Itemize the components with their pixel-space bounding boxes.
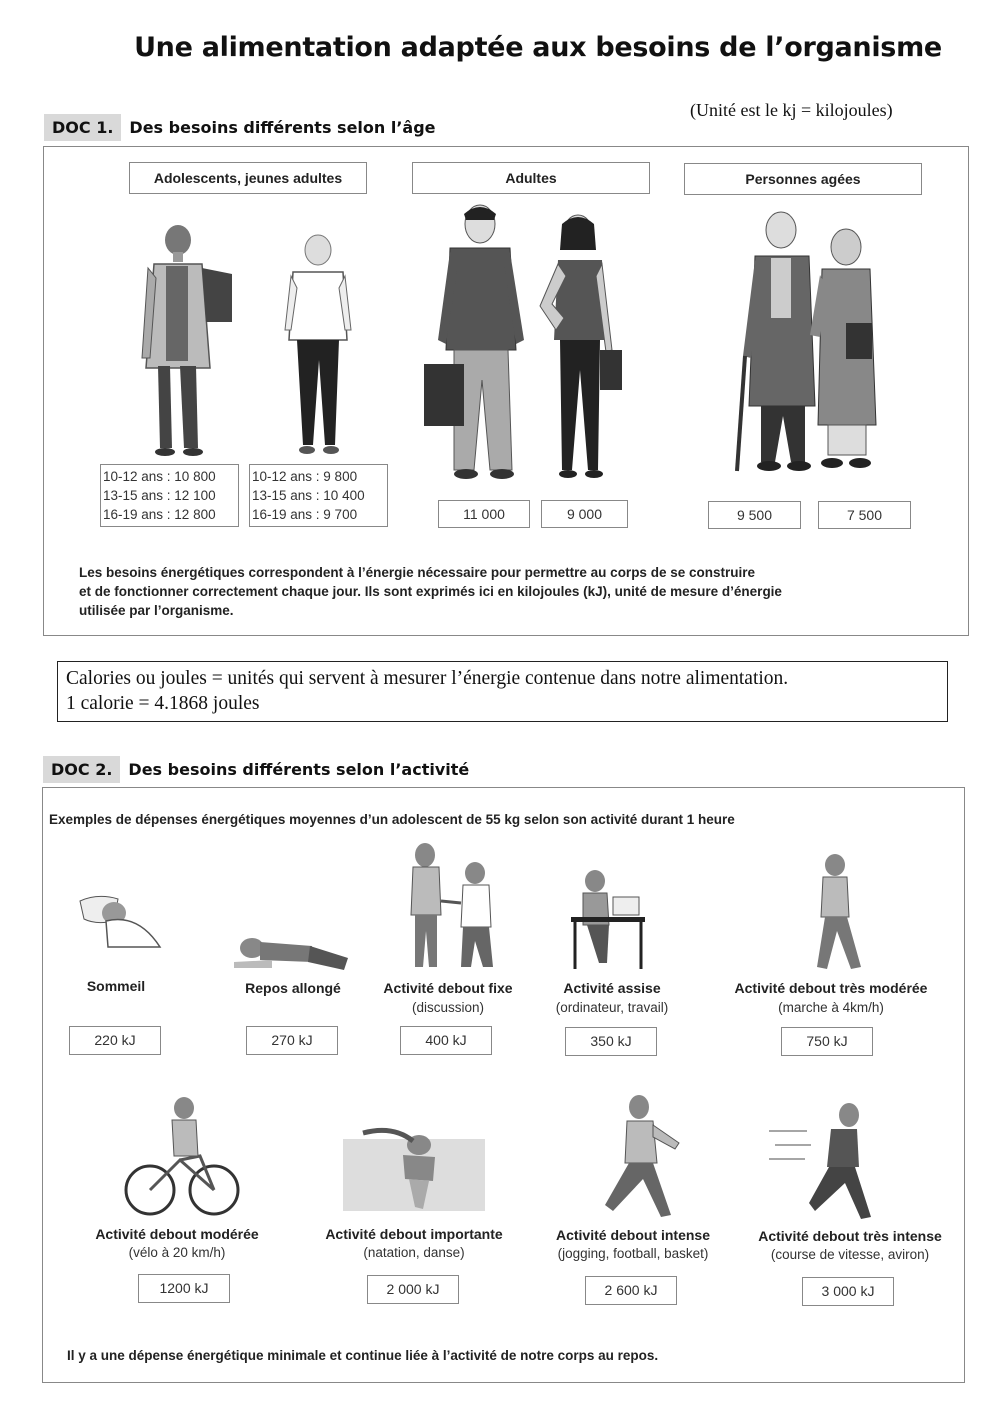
activity-label-1: Sommeil — [86, 978, 146, 994]
sitting-computer-illustration — [569, 867, 647, 971]
swimming-illustration — [343, 1121, 485, 1213]
activity-label-9: Activité debout très intense — [758, 1228, 942, 1244]
doc1-subtitle: Des besoins différents selon l’âge — [129, 118, 436, 137]
activity-label-5: Activité debout très modérée — [734, 980, 928, 996]
activity-sub-3: (discussion) — [411, 1000, 485, 1015]
doc1-note — [79, 563, 959, 620]
activity-sub-4: (ordinateur, travail) — [555, 1000, 669, 1015]
doc2-tag: DOC 2. — [43, 756, 120, 783]
teen-boy-illustration — [140, 218, 240, 463]
adult-woman-need: 9 000 — [541, 500, 628, 528]
activity-sub-7: (natation, danse) — [363, 1245, 465, 1260]
activity-value-2: 270 kJ — [246, 1026, 338, 1055]
walking-illustration — [805, 853, 869, 971]
doc1-note-line-3: utilisée par l’organisme. — [79, 603, 234, 618]
doc2-footer: Il y a une dépense énergétique minimale et continue liée à l’activité de notre corps au repos. — [67, 1348, 659, 1363]
teen-girl-need-2: 13-15 ans : 10 400 — [252, 488, 365, 503]
activity-sub-5: (marche à 4km/h) — [778, 1000, 884, 1015]
activity-label-6: Activité debout modérée — [95, 1226, 259, 1242]
teen-boy-need-3: 16-19 ans : 12 800 — [103, 507, 216, 522]
adult-woman-illustration — [536, 210, 626, 485]
activity-label-2: Repos allongé — [245, 980, 341, 996]
group-label-elderly: Personnes agées — [684, 163, 922, 195]
adult-man-illustration — [420, 200, 530, 485]
activity-sub-8: (jogging, football, basket) — [557, 1246, 709, 1261]
elder-woman-illustration — [806, 225, 886, 475]
elder-woman-need: 7 500 — [818, 501, 911, 529]
sprinting-illustration — [767, 1101, 877, 1221]
adult-man-need: 11 000 — [438, 500, 530, 528]
activity-value-9: 3 000 kJ — [802, 1277, 894, 1306]
activity-value-7: 2 000 kJ — [367, 1275, 459, 1304]
sleep-illustration — [78, 893, 162, 949]
doc2-header — [43, 756, 469, 783]
activity-value-5: 750 kJ — [781, 1027, 873, 1056]
activity-label-8: Activité debout intense — [555, 1227, 711, 1243]
calorie-definition-box — [57, 661, 948, 722]
activity-label-7: Activité debout importante — [325, 1226, 503, 1242]
teen-boy-need-1: 10-12 ans : 10 800 — [103, 469, 216, 484]
activity-value-4: 350 kJ — [565, 1027, 657, 1056]
doc1-note-line-2: et de fonctionner correctement chaque jour. Ils sont exprimés ici en kilojoules (kJ), unité de mesure d’énergie — [79, 584, 782, 599]
standing-talk-illustration — [405, 841, 497, 971]
activity-sub-6: (vélo à 20 km/h) — [128, 1245, 226, 1260]
calorie-definition-line-2: 1 calorie = 4.1868 joules — [66, 693, 260, 714]
activity-sub-9: (course de vitesse, aviron) — [770, 1247, 930, 1262]
elder-man-need: 9 500 — [708, 501, 801, 529]
group-label-teens: Adolescents, jeunes adultes — [129, 162, 367, 194]
teen-girl-need-1: 10-12 ans : 9 800 — [252, 469, 358, 484]
activity-value-3: 400 kJ — [400, 1026, 492, 1055]
group-label-adults: Adultes — [412, 162, 650, 194]
unit-note: (Unité est le kj = kilojoules) — [690, 100, 893, 120]
teen-girl-illustration — [283, 230, 353, 460]
lying-rest-illustration — [232, 928, 350, 972]
activity-value-6: 1200 kJ — [138, 1274, 230, 1303]
jogging-illustration — [595, 1093, 685, 1221]
doc1-tag: DOC 1. — [44, 114, 121, 141]
cycling-illustration — [124, 1094, 240, 1218]
teen-girl-need-3: 16-19 ans : 9 700 — [252, 507, 358, 522]
calorie-definition-line-1: Calories ou joules = unités qui servent à mesurer l’énergie contenue dans notre alimentation. — [66, 668, 789, 689]
activity-label-4: Activité assise — [563, 980, 661, 996]
doc2-intro: Exemples de dépenses énergétiques moyennes d’un adolescent de 55 kg selon son activité durant 1 heure — [49, 812, 735, 827]
activity-label-3: Activité debout fixe — [383, 980, 513, 996]
doc1-note-line-1: Les besoins énergétiques correspondent à l’énergie nécessaire pour permettre au corps de se construire — [79, 565, 755, 580]
doc1-header — [44, 114, 436, 141]
teen-boy-need-2: 13-15 ans : 12 100 — [103, 488, 216, 503]
page-title: Une alimentation adaptée aux besoins de l’organisme — [134, 32, 942, 63]
activity-value-1: 220 kJ — [69, 1026, 161, 1055]
activity-value-8: 2 600 kJ — [585, 1276, 677, 1305]
doc2-subtitle: Des besoins différents selon l’activité — [128, 760, 470, 779]
teen-girl-needs — [249, 464, 388, 527]
teen-boy-needs — [100, 464, 239, 527]
